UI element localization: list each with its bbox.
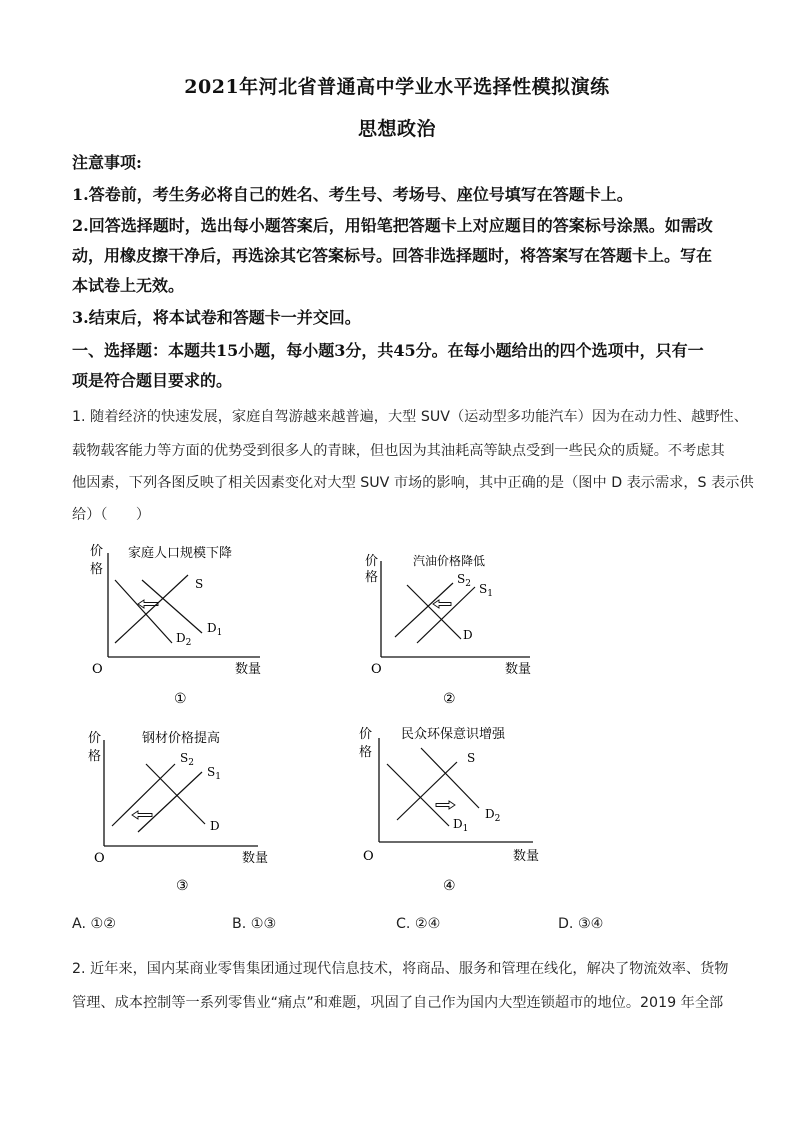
question-1-text: 载物载客能力等方面的优势受到很多人的青睐，但也因为其油耗高等缺点受到一些民众的质疑。不考虑其	[72, 443, 725, 459]
notice-item: 本试卷上无效。	[72, 276, 185, 295]
question-1-text: 1. 随着经济的快速发展，家庭自驾游越来越普遍，大型 SUV（运动型多功能汽车）因为在动力性、越野性、	[72, 409, 748, 425]
graph-1	[70, 535, 300, 710]
curve-subscript: 1	[487, 589, 493, 599]
notice-item: 1.答卷前，考生务必将自己的姓名、考生号、考场号、座位号填写在答题卡上。	[72, 185, 633, 204]
question-1-text: 他因素，下列各图反映了相关因素变化对大型 SUV 市场的影响，其中正确的是（图中 D 表示需求，S 表示供	[72, 475, 754, 491]
notice-item: 3.结束后，将本试卷和答题卡一并交回。	[72, 308, 361, 327]
y-axis-label: 价	[88, 731, 102, 746]
option-a[interactable]: A. ①②	[72, 916, 116, 932]
y-axis-label: 格	[90, 562, 104, 577]
section-heading: 项是符合题目要求的。	[72, 371, 233, 390]
svg-text:D1	[453, 817, 468, 834]
curve-label: D	[207, 621, 217, 635]
supply-curve-s1	[138, 772, 202, 832]
graph-number: ④	[443, 878, 456, 894]
question-2-text: 管理、成本控制等一系列零售业“痛点”和难题，巩固了自己作为国内大型连锁超市的地位。2019 年全部	[72, 995, 724, 1011]
x-axis-label: 数量	[242, 851, 269, 866]
graph-caption: 汽油价格降低	[413, 554, 486, 568]
curve-label: D	[453, 817, 463, 831]
supply-curve-s2	[395, 583, 453, 637]
curve-subscript: 2	[185, 638, 192, 648]
graph-caption: 家庭人口规模下降	[128, 546, 233, 561]
curve-subscript: 2	[494, 814, 501, 824]
y-axis-label: 格	[88, 749, 102, 764]
option-c[interactable]: C. ②④	[396, 916, 441, 932]
curve-label: D	[176, 631, 186, 645]
graph-caption: 钢材价格提高	[142, 731, 221, 746]
curve-label: S	[180, 751, 189, 765]
y-axis-label: 格	[365, 570, 379, 585]
curve-subscript: 1	[215, 772, 221, 782]
question-2-text: 2. 近年来，国内某商业零售集团通过现代信息技术，将商品、服务和管理在线化，解决了物流效率、货物	[72, 961, 729, 977]
option-d[interactable]: D. ③④	[558, 916, 604, 932]
y-axis-label: 价	[359, 727, 373, 742]
svg-text:S1	[207, 765, 221, 782]
question-1-text: 给）（ ）	[72, 507, 151, 523]
graph-4	[345, 720, 575, 898]
curve-label: S	[195, 577, 204, 591]
section-heading: 一、选择题：本题共15小题，每小题3分，共45分。在每小题给出的四个选项中，只有一	[72, 341, 704, 360]
x-axis-label: 数量	[505, 662, 532, 677]
svg-text:S1	[479, 582, 493, 599]
y-axis-label: 价	[90, 544, 104, 559]
demand-curve-d1	[387, 764, 449, 826]
svg-text:S2	[180, 751, 194, 768]
notice-heading: 注意事项:	[72, 153, 142, 172]
left-arrow-icon	[433, 600, 451, 608]
graph-number: ①	[174, 691, 187, 707]
origin-label: O	[363, 849, 374, 864]
right-arrow-icon	[436, 801, 455, 809]
x-axis-label: 数量	[235, 662, 262, 677]
curve-label: S	[479, 582, 488, 596]
y-axis-label: 格	[359, 745, 373, 760]
x-axis-label: 数量	[513, 849, 540, 864]
graph-3	[70, 720, 300, 898]
option-b[interactable]: B. ①③	[232, 916, 277, 932]
left-arrow-icon	[138, 600, 158, 608]
graph-2	[345, 535, 575, 710]
origin-label: O	[92, 662, 103, 677]
svg-text:D1	[207, 621, 222, 638]
notice-item: 2.回答选择题时，选出每小题答案后，用铅笔把答题卡上对应题目的答案标号涂黑。如需改	[72, 216, 713, 235]
curve-subscript: 2	[188, 758, 194, 768]
graph-number: ②	[443, 691, 456, 707]
curve-subscript: 1	[216, 628, 223, 638]
exam-title: 2021年河北省普通高中学业水平选择性模拟演练	[184, 76, 610, 98]
graph-number: ③	[176, 878, 189, 894]
left-arrow-icon	[132, 811, 152, 819]
curve-label: S	[467, 751, 476, 765]
svg-text:D2	[485, 807, 500, 824]
curve-label: D	[485, 807, 495, 821]
graph-caption: 民众环保意识增强	[401, 727, 506, 742]
svg-text:S2	[457, 572, 471, 589]
demand-curve-d1	[142, 580, 202, 633]
curve-subscript: 1	[462, 824, 469, 834]
demand-curve	[146, 764, 205, 824]
notice-item: 动，用橡皮擦干净后，再选涂其它答案标号。回答非选择题时，将答案写在答题卡上。写在	[72, 246, 713, 265]
curve-label: S	[207, 765, 216, 779]
origin-label: O	[371, 662, 382, 677]
curve-subscript: 2	[465, 579, 471, 589]
origin-label: O	[94, 851, 105, 866]
curve-label: D	[463, 628, 473, 642]
curve-label: S	[457, 572, 466, 586]
demand-curve	[407, 585, 461, 639]
subject-title: 思想政治	[357, 118, 436, 140]
demand-curve-d2	[115, 580, 172, 643]
supply-curve	[397, 762, 457, 820]
svg-text:D2	[176, 631, 191, 648]
y-axis-label: 价	[365, 554, 379, 569]
curve-label: D	[210, 819, 220, 833]
